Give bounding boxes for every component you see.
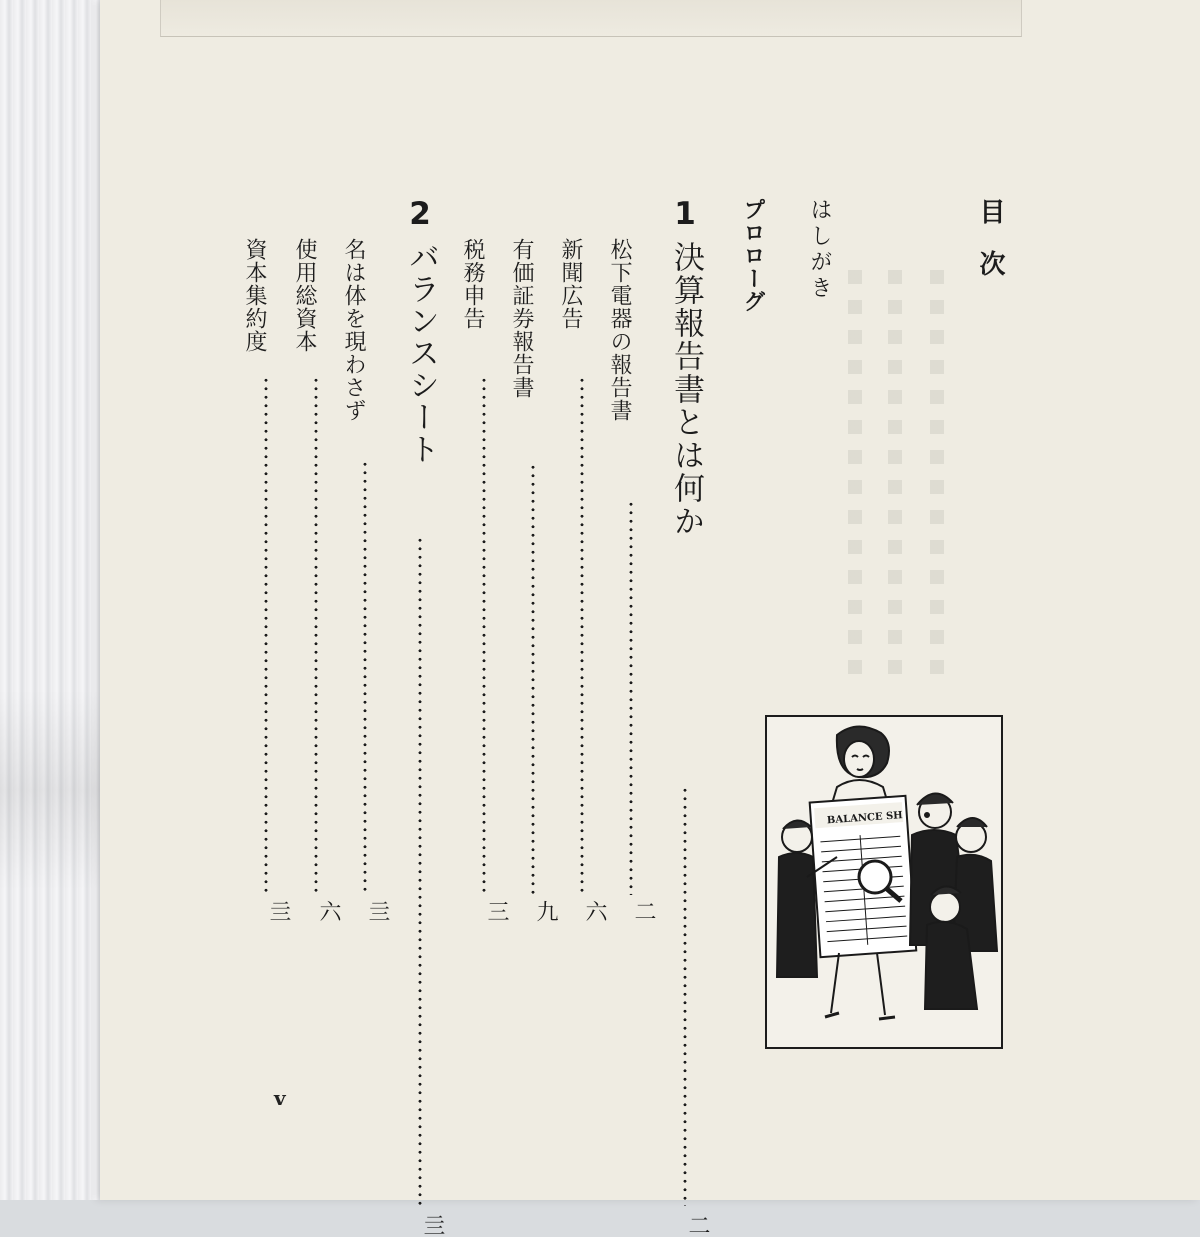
toc-chapter-2 — [397, 196, 445, 1237]
section-title: 名は体を現わさず — [341, 238, 366, 422]
toc-section — [608, 238, 654, 958]
leader-dots — [264, 376, 268, 896]
leader-dots — [629, 500, 633, 895]
leader-dots — [531, 463, 535, 895]
page-number: 亖 — [266, 900, 291, 923]
chapter-title: バランスシート — [403, 241, 439, 465]
page-number: 六 — [582, 900, 607, 923]
bleed-through-text — [848, 270, 862, 690]
page-number: 六 — [316, 900, 341, 923]
page-number: 亖 — [420, 1214, 445, 1237]
bleed-through-text — [930, 270, 944, 690]
section-title: 資本集約度 — [242, 238, 267, 353]
page-number: 二 — [631, 900, 656, 923]
toc-title-column — [977, 198, 1023, 302]
page-number: 二 — [685, 1214, 710, 1237]
toc-entry-prologue — [741, 198, 787, 313]
leader-dots — [683, 786, 687, 1206]
toc-section — [510, 238, 556, 958]
leader-dots — [580, 376, 584, 896]
toc-section — [293, 238, 339, 958]
toc-section — [559, 238, 605, 958]
sheet-caption: BALANCE SH — [826, 810, 904, 827]
toc-entry-label: プロローグ — [740, 198, 765, 313]
leader-dots — [482, 376, 486, 896]
section-title: 使用総資本 — [292, 238, 317, 353]
facing-page-strip — [160, 0, 1022, 37]
section-title: 税務申告 — [460, 238, 485, 330]
leader-dots — [314, 376, 318, 896]
section-title: 新聞広告 — [558, 238, 583, 330]
toc-entry-preface — [808, 198, 854, 302]
toc-section — [461, 238, 507, 958]
cartoon-figures — [767, 717, 1001, 1047]
toc-chapter-1 — [662, 196, 710, 1237]
page-number: 三 — [484, 900, 509, 923]
page-number: 亖 — [365, 900, 390, 923]
chapter-number: 2 — [409, 196, 431, 232]
toc-entry-label: はしがき — [807, 198, 832, 302]
leader-dots — [363, 460, 367, 896]
section-title: 松下電器の報告書 — [607, 238, 632, 422]
section-title: 有価証券報告書 — [509, 238, 534, 399]
chapter-number: 1 — [674, 196, 696, 232]
page-number: 九 — [533, 900, 558, 923]
folio-page-number: v — [274, 1086, 286, 1110]
toc-section — [342, 238, 388, 958]
toc-title: 目次 — [975, 198, 1005, 302]
bleed-through-text — [888, 270, 902, 690]
leader-dots — [418, 536, 422, 1206]
toc-section — [243, 238, 289, 958]
balance-sheet-illustration — [765, 715, 1003, 1049]
chapter-title: 決算報告書とは何か — [668, 241, 704, 538]
